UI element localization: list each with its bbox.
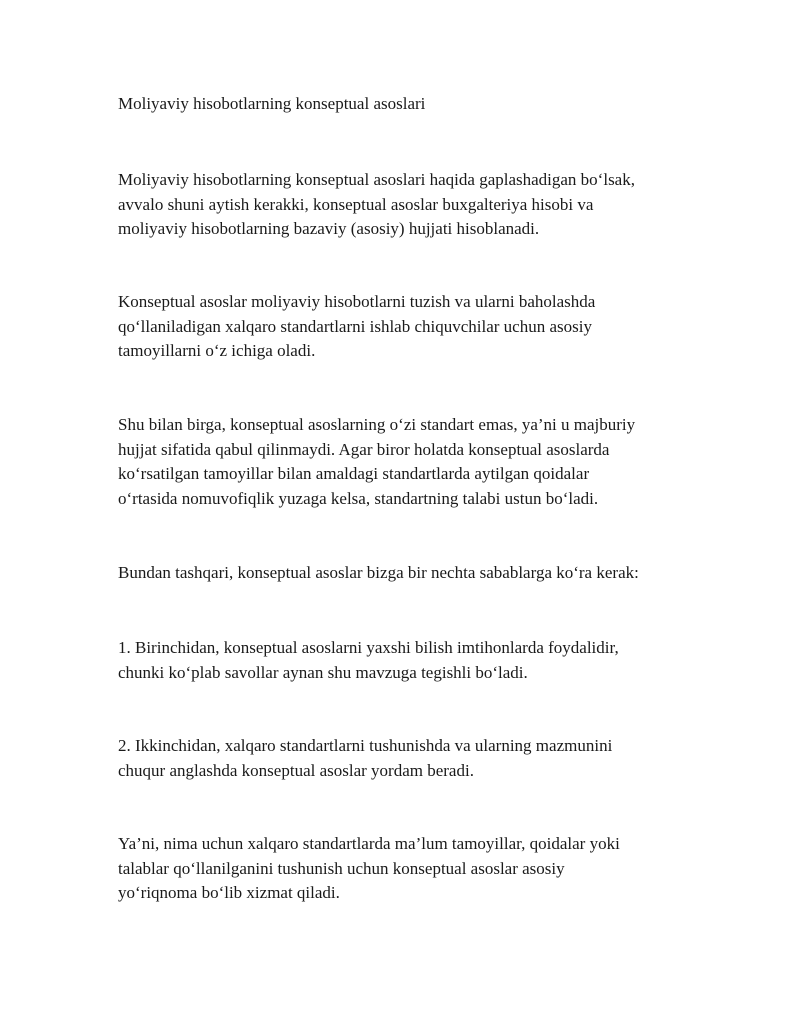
paragraph-line: Ya’ni, nima uchun xalqaro standartlarda ma’lum tamoyillar, qoidalar yoki <box>118 834 620 853</box>
paragraph-line: o‘rtasida nomuvofiqlik yuzaga kelsa, standartning talabi ustun bo‘ladi. <box>118 488 599 508</box>
paragraph-line: yo‘riqnoma bo‘lib xizmat qiladi. <box>118 883 340 902</box>
paragraph-line: chunki ko‘plab savollar aynan shu mavzuga tegishli bo‘ladi. <box>118 662 528 682</box>
paragraph-line: chuqur anglashda konseptual asoslar yordam beradi. <box>118 760 474 780</box>
list-item-1 <box>118 636 698 685</box>
paragraph-reasons-intro <box>118 561 698 586</box>
paragraph-not-standard <box>118 413 698 511</box>
document-title: Moliyaviy hisobotlarning konseptual asoslari <box>118 94 426 113</box>
paragraph-line: qo‘llaniladigan xalqaro standartlarni ishlab chiquvchilar uchun asosiy <box>118 316 592 336</box>
paragraph-line: 1. Birinchidan, konseptual asoslarni yaxshi bilish imtihonlarda foydalidir, <box>118 638 619 657</box>
paragraph-line: Konseptual asoslar moliyaviy hisobotlarni tuzish va ularni baholashda <box>118 292 596 311</box>
paragraph-line: avvalo shuni aytish kerakki, konseptual asoslar buxgalteriya hisobi va <box>118 194 594 214</box>
paragraph-intro <box>118 168 698 242</box>
list-item-2 <box>118 734 698 783</box>
paragraph-line: 2. Ikkinchidan, xalqaro standartlarni tushunishda va ularning mazmunini <box>118 736 613 755</box>
paragraph-principles <box>118 290 698 364</box>
paragraph-line: moliyaviy hisobotlarning bazaviy (asosiy) hujjati hisoblanadi. <box>118 219 540 238</box>
paragraph-line: tamoyillarni o‘z ichiga oladi. <box>118 341 316 360</box>
paragraph-line: Shu bilan birga, konseptual asoslarning o‘zi standart emas, ya’ni u majburiy <box>118 415 636 434</box>
paragraph-line: hujjat sifatida qabul qilinmaydi. Agar biror holatda konseptual asoslarda <box>118 439 610 459</box>
paragraph-line: ko‘rsatilgan tamoyillar bilan amaldagi standartlarda aytilgan qoidalar <box>118 464 590 483</box>
paragraph-line: Moliyaviy hisobotlarning konseptual asoslari haqida gaplashadigan bo‘lsak, <box>118 170 635 189</box>
paragraph-line: Bundan tashqari, konseptual asoslar bizga bir nechta sabablarga ko‘ra kerak: <box>118 563 639 582</box>
paragraph-line: talablar qo‘llanilganini tushunish uchun konseptual asoslar asosiy <box>118 858 565 878</box>
paragraph-conclusion <box>118 832 698 906</box>
